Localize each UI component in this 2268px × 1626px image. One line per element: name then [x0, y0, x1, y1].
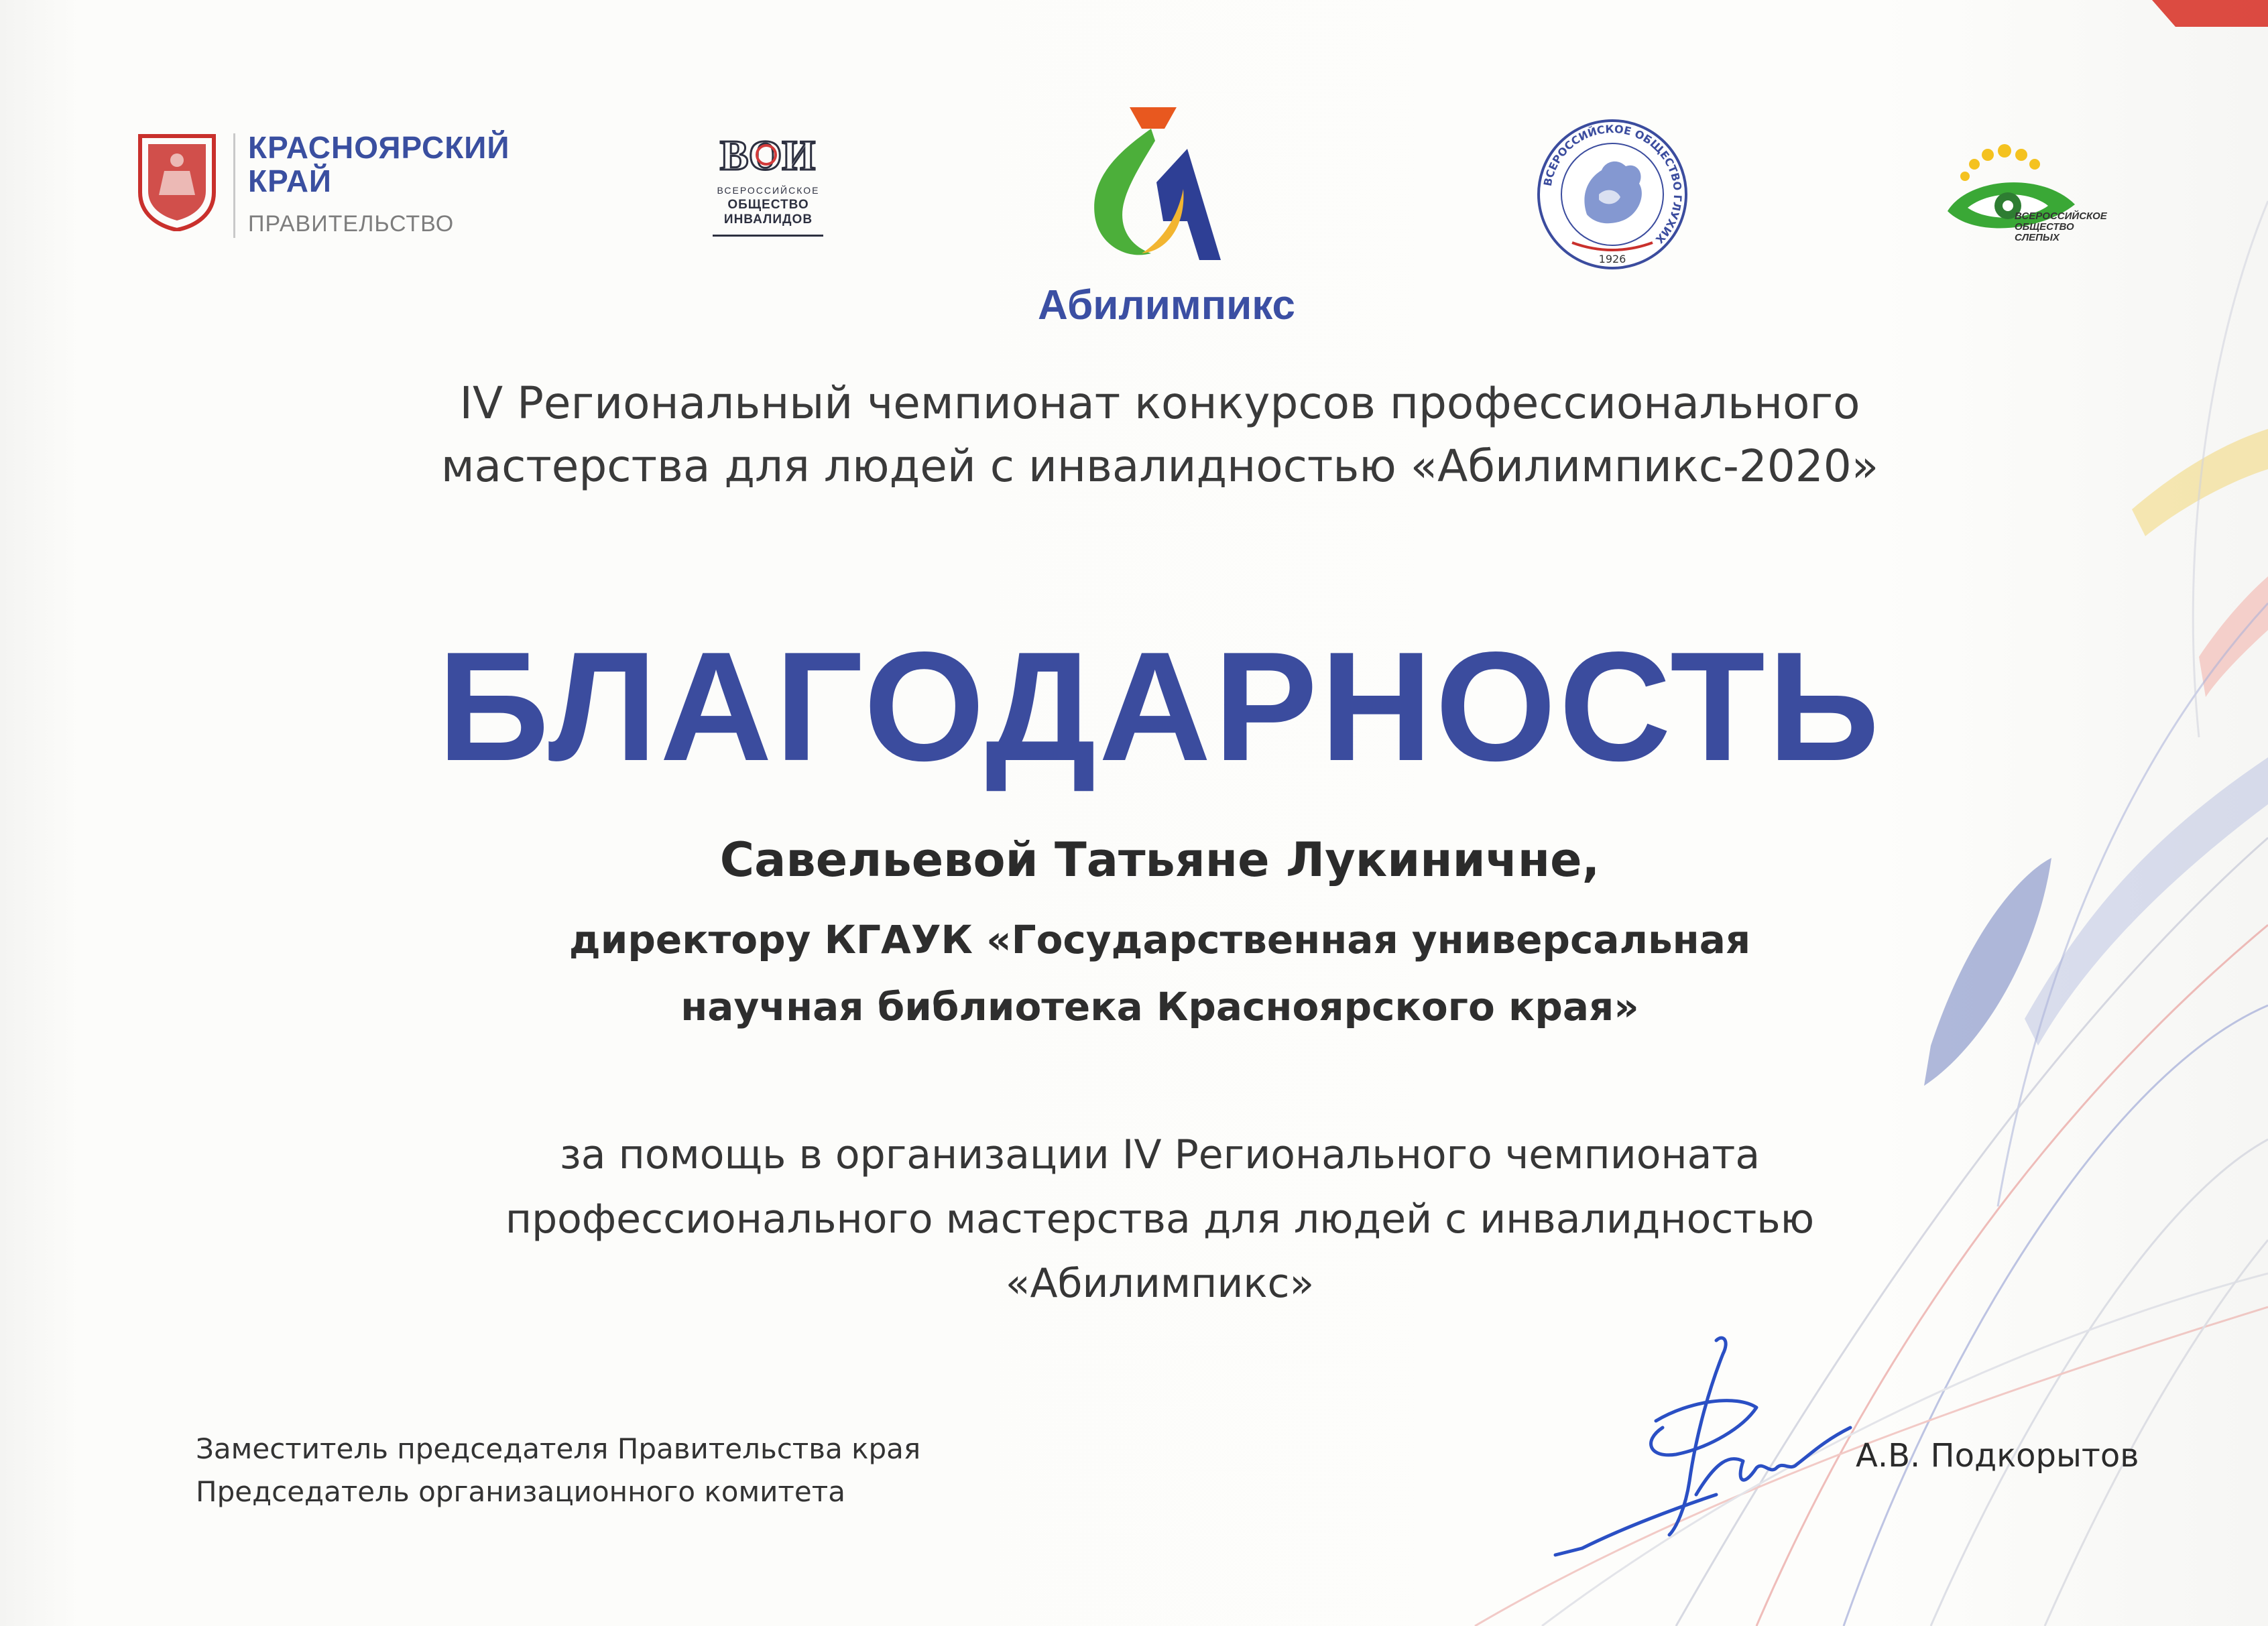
voi-mark-icon	[707, 131, 828, 178]
abilympics-logo	[1012, 102, 1321, 343]
krasnoyarsk-logo-line3: ПРАВИТЕЛЬСТВО	[248, 211, 455, 237]
certificate-title: БЛАГОДАРНОСТЬ	[437, 620, 1883, 794]
krasnoyarsk-logo-line2: КРАЙ	[248, 164, 332, 198]
line-gray-5	[2045, 1240, 2268, 1626]
voi-logo-underline	[713, 235, 823, 237]
voi-logo	[707, 131, 828, 248]
krasnoyarsk-crest-icon	[137, 131, 217, 231]
vog-logo	[1532, 114, 1693, 275]
position-line-2: научная библиотека Красноярского края»	[680, 984, 1639, 1029]
handwritten-signature	[1542, 1327, 1864, 1562]
signer-title-line-2: Председатель организационного комитета	[196, 1475, 845, 1508]
reason-line-2: профессионального мастерства для людей с инвалидностью	[505, 1196, 1815, 1243]
abilympics-logo-name: Абилимпикс	[1038, 282, 1295, 328]
subtitle-line-2: мастерства для людей с инвалидностью «Абилимпикс-2020»	[440, 440, 1879, 492]
reason-line-1: за помощь в организации IV Регионального чемпионата	[559, 1131, 1760, 1178]
voi-logo-line2: ОБЩЕСТВО	[727, 198, 809, 212]
recipient-name: Савельевой Татьяне Лукиничне,	[719, 832, 1600, 887]
logo-separator	[233, 133, 235, 238]
abilympics-mark-icon	[1063, 102, 1264, 269]
recipient-position	[335, 906, 1984, 1040]
krasnoyarsk-logo-line1: КРАСНОЯРСКИЙ	[248, 130, 510, 165]
position-line-1: директору КГАУК «Государственная универсальная	[569, 917, 1751, 962]
vog-year: 1926	[1598, 253, 1626, 265]
vos-logo-text	[2015, 211, 2107, 243]
signer-title	[196, 1428, 920, 1513]
voi-logo-line1: ВСЕРОССИЙСКОЕ	[717, 185, 820, 196]
swoosh-blue-2	[2025, 757, 2268, 1046]
signer-title-line-1: Заместитель председателя Правительства края	[196, 1432, 921, 1465]
vos-logo-line2: ОБЩЕСТВО	[2015, 221, 2074, 233]
swoosh-pink	[2199, 576, 2268, 697]
championship-subtitle	[335, 372, 1984, 498]
signer-name: А.В. Подкорытов	[1856, 1437, 2139, 1475]
vog-ring-text: ВСЕРОССИЙСКОЕ ОБЩЕСТВО ГЛУХИХ	[1541, 122, 1685, 246]
swoosh-red-top	[2152, 0, 2268, 27]
subtitle-line-1: IV Региональный чемпионат конкурсов профессионального	[459, 377, 1860, 429]
vos-logo-line1: ВСЕРОССИЙСКОЕ	[2015, 210, 2107, 222]
vos-logo	[1941, 137, 2129, 255]
voi-logo-text	[711, 183, 825, 227]
award-reason	[335, 1123, 1984, 1316]
voi-logo-line3: ИНВАЛИДОВ	[723, 212, 813, 227]
line-blue-1	[1844, 1005, 2268, 1626]
krasnoyarsk-government-logo	[137, 131, 540, 245]
vos-logo-line3: СЛЕПЫХ	[2015, 232, 2060, 243]
reason-line-3: «Абилимпикс»	[1005, 1260, 1315, 1307]
voi-mark-text: ВОИ	[719, 131, 816, 178]
